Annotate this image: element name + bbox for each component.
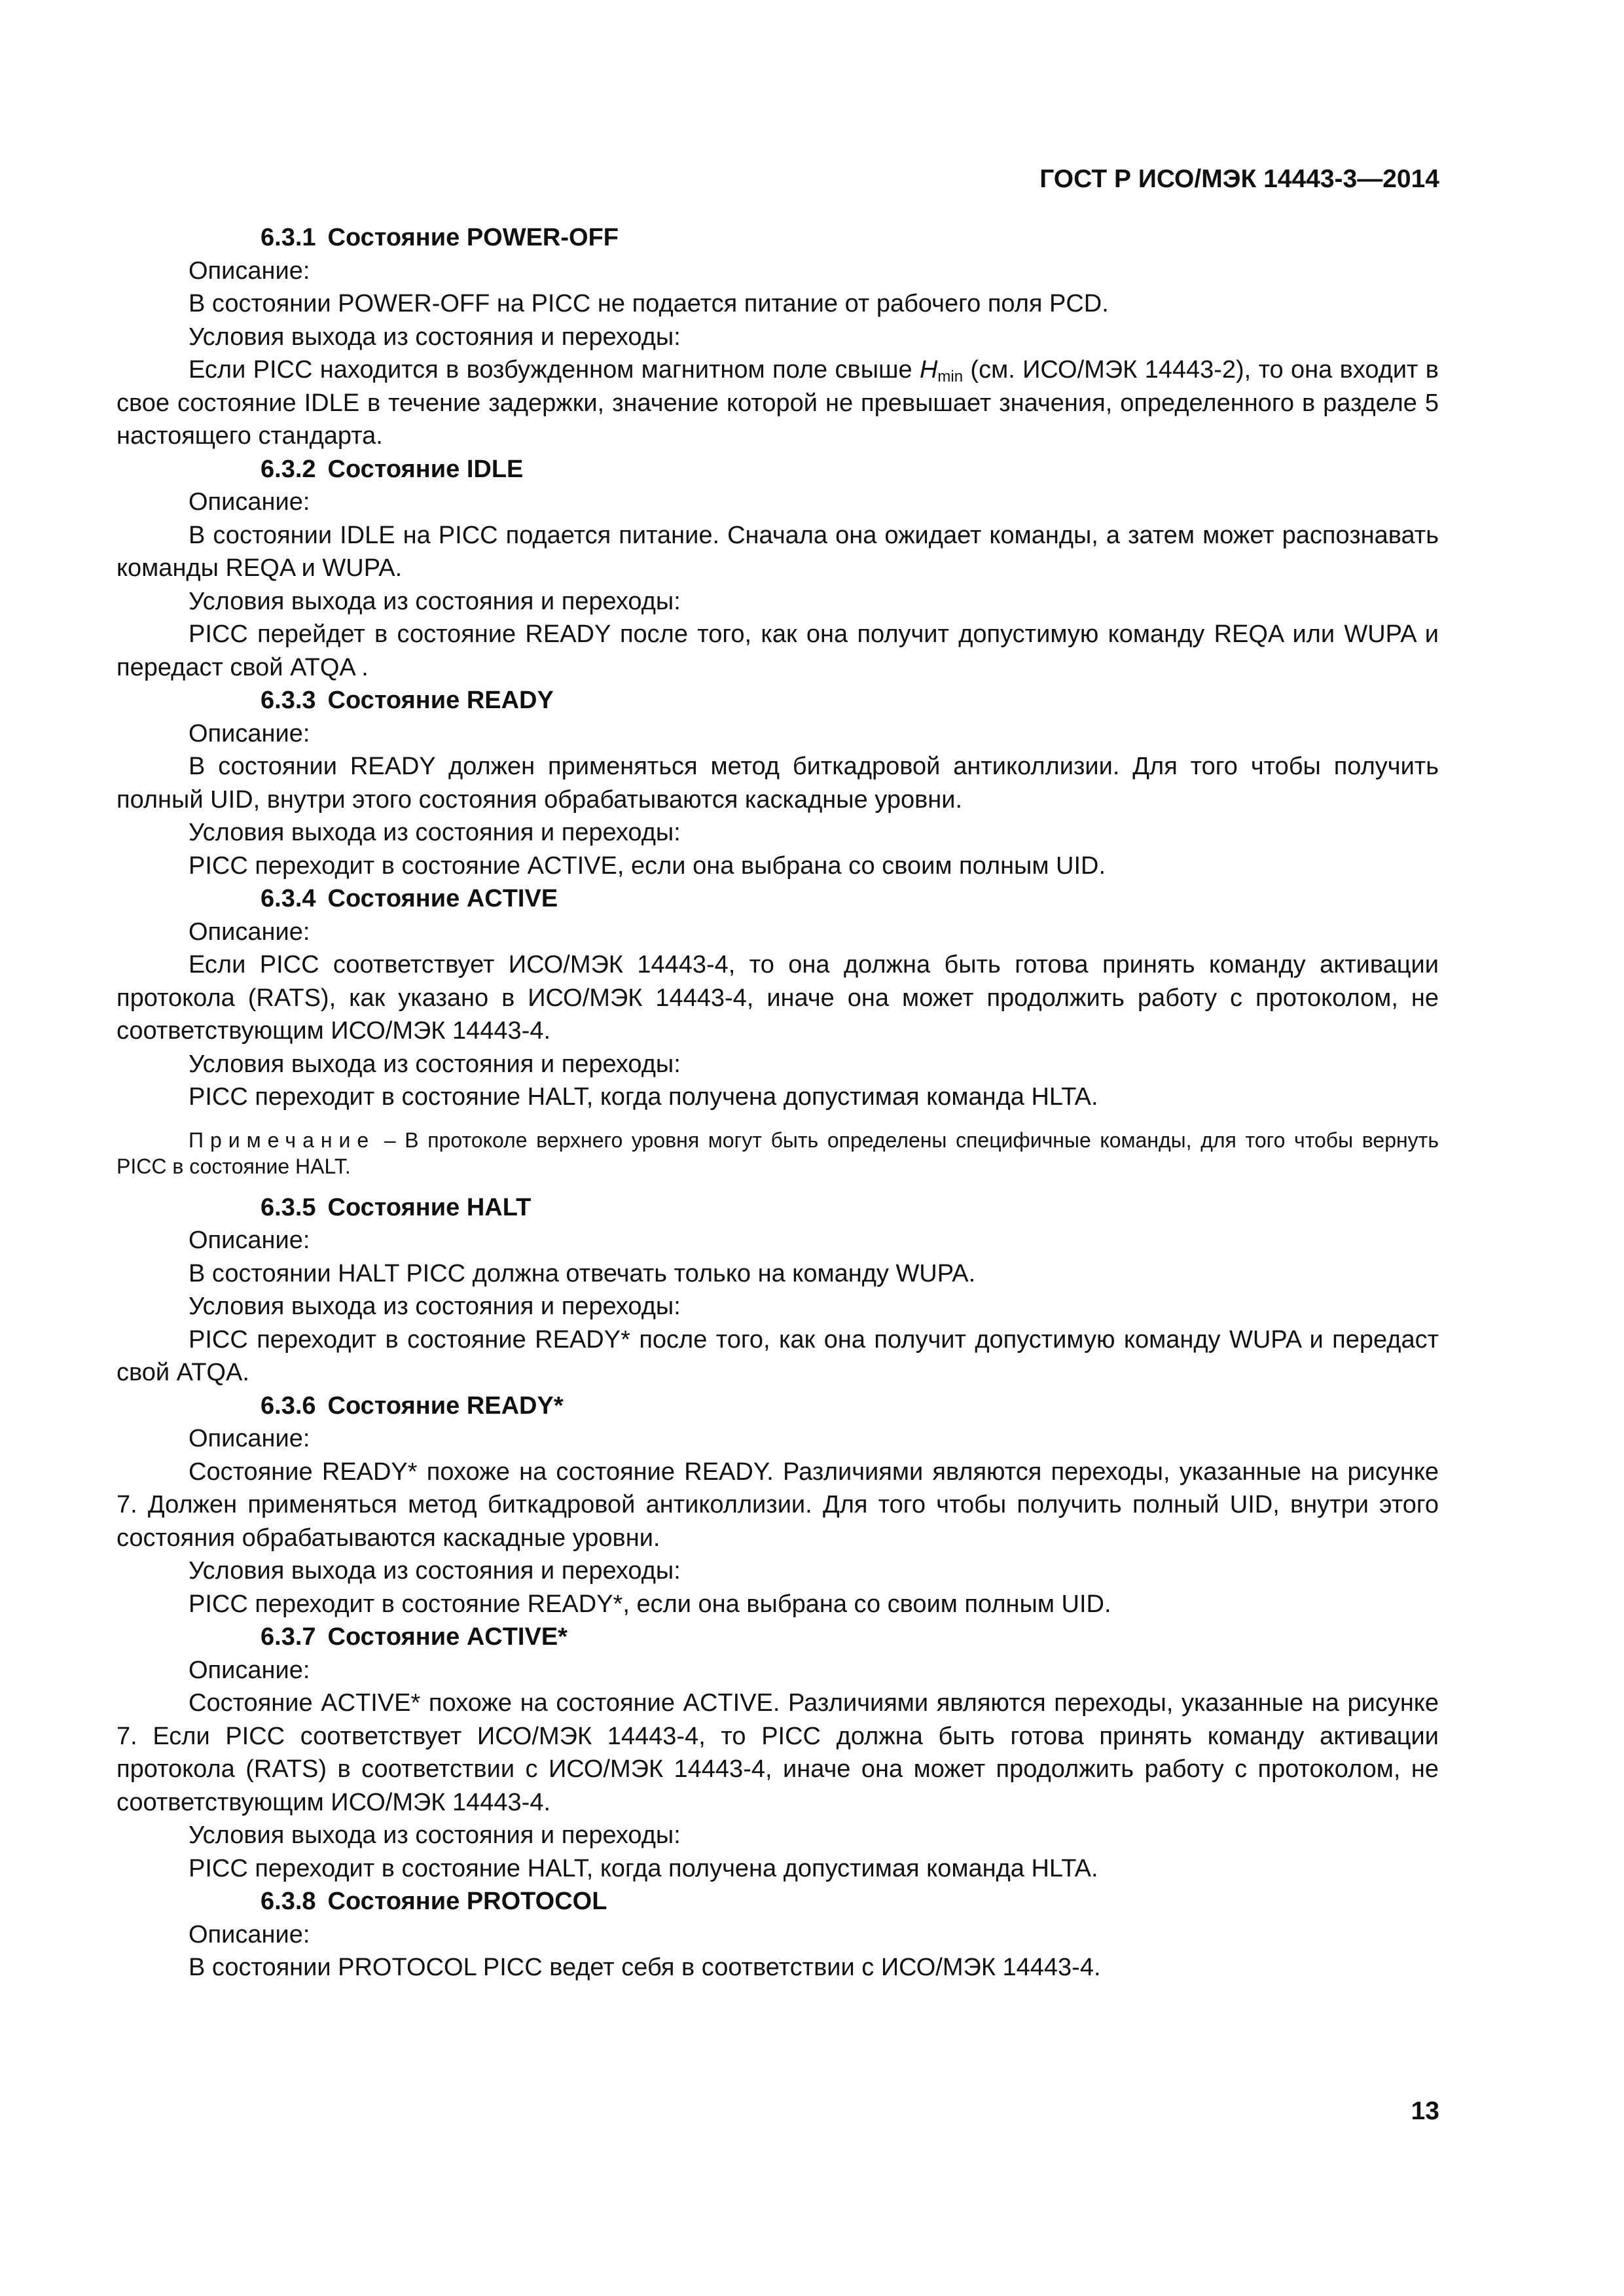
section-heading-6-3-2 (117, 453, 1439, 486)
section-heading-6-3-4 (117, 882, 1439, 916)
description-label: Описание: (189, 918, 310, 946)
description-text: Если PICC соответствует ИСО/МЭК 14443-4, то она должна быть готова принять команду активации протокола (RATS), как указано в ИСО/МЭК 14443-4, иначе она может продолжить работу с протоколом, не соответствующим ИСО/МЭК 14443-4. (117, 951, 1439, 1045)
section-title: Состояние ACTIVE (327, 885, 558, 912)
note (117, 1127, 1439, 1179)
section-number: 6.3.4 (261, 885, 316, 912)
section-number: 6.3.2 (261, 455, 316, 483)
description-text: Состояние ACTIVE* похоже на состояние ACTIVE. Различиями являются переходы, указанные на рисунке 7. Если PICC соответствует ИСО/МЭК 14443-4, то PICC должна быть готова принять команду активации протокола (RATS) в соответствии с ИСО/МЭК 14443-4, иначе она может продолжить работу с протоколом, не соответствующим ИСО/МЭК 14443-4. (117, 1689, 1439, 1816)
description-label: Описание: (189, 1656, 310, 1684)
exit-text-part-b: (см. ИСО/МЭК 14443-2), то она входит в свое состояние IDLE в течение задержки, значение которой не превышает значения, определенного в разделе 5 настоящего стандарта. (117, 356, 1439, 450)
section-title: Состояние IDLE (327, 455, 524, 483)
h-min-symbol: H (919, 356, 938, 384)
document-body (117, 221, 1439, 1984)
section-number: 6.3.3 (261, 687, 316, 714)
description-text: В состоянии IDLE на PICC подается питание. Сначала она ожидает команды, а затем может распознавать команды REQA и WUPA. (117, 521, 1439, 582)
section-number: 6.3.5 (261, 1193, 316, 1221)
section-heading-6-3-1 (117, 221, 1439, 255)
exit-conditions-text: PICC переходит в состояние READY*, если она выбрана со своим полным UID. (189, 1590, 1111, 1618)
description-label: Описание: (189, 1227, 310, 1254)
section-heading-6-3-7 (117, 1621, 1439, 1654)
section-heading-6-3-6 (117, 1390, 1439, 1423)
description-text: В состоянии POWER-OFF на PICC не подается питание от рабочего поля PCD. (189, 290, 1109, 317)
description-label: Описание: (189, 1920, 310, 1948)
section-title: Состояние PROTOCOL (327, 1888, 607, 1915)
section-title: Состояние READY* (327, 1391, 564, 1420)
description-text: В состоянии PROTOCOL PICC ведет себя в соответствии с ИСО/МЭК 14443-4. (189, 1954, 1101, 1981)
description-text: Состояние READY* похоже на состояние READY. Различиями являются переходы, указанные на рисунке 7. Должен применяться метод биткадровой антиколлизии. Для того чтобы получить полный UID, внутри этого состояния обрабатываются каскадные уровни. (117, 1458, 1439, 1552)
page-number: 13 (1411, 2097, 1439, 2125)
description-label: Описание: (189, 1425, 310, 1452)
note-text: – В протоколе верхнего уровня могут быть определены специфичные команды, для того чтобы вернуть PICC в состояние HALT. (117, 1128, 1439, 1178)
description-label: Описание: (189, 257, 310, 285)
document-header: ГОСТ Р ИСО/МЭК 14443-3—2014 (1039, 165, 1439, 193)
exit-conditions-label: Условия выхода из состояния и переходы: (189, 587, 681, 615)
section-title: Состояние READY (327, 687, 554, 714)
section-heading-6-3-8 (117, 1885, 1439, 1918)
exit-conditions-text: PICC перейдет в состояние READY после того, как она получит допустимую команду REQA или WUPA и передаст свой ATQA . (117, 620, 1439, 681)
section-title: Состояние HALT (327, 1193, 532, 1221)
section-number: 6.3.1 (261, 224, 316, 251)
exit-text-part-a: Если PICC находится в возбужденном магнитном поле свыше (189, 356, 920, 384)
exit-conditions-text (117, 353, 1439, 453)
section-heading-6-3-5 (117, 1191, 1439, 1225)
section-title: Состояние ACTIVE* (327, 1623, 568, 1651)
description-label: Описание: (189, 719, 310, 747)
section-number: 6.3.7 (261, 1623, 316, 1651)
section-heading-6-3-3 (117, 684, 1439, 717)
section-number: 6.3.6 (261, 1391, 316, 1420)
exit-conditions-label: Условия выхода из состояния и переходы: (189, 1293, 681, 1320)
description-text: В состоянии HALT PICC должна отвечать только на команду WUPA. (189, 1259, 976, 1287)
section-number: 6.3.8 (261, 1888, 316, 1915)
exit-conditions-label: Условия выхода из состояния и переходы: (189, 1050, 681, 1078)
section-title: Состояние POWER-OFF (327, 224, 619, 251)
description-label: Описание: (189, 488, 310, 516)
h-min-subscript: min (937, 368, 964, 386)
exit-conditions-label: Условия выхода из состояния и переходы: (189, 1557, 681, 1585)
exit-conditions-text: PICC переходит в состояние HALT, когда получена допустимая команда HLTA. (189, 1083, 1098, 1111)
note-lead: Примечание (189, 1128, 376, 1152)
description-text: В состоянии READY должен применяться метод биткадровой антиколлизии. Для того чтобы получить полный UID, внутри этого состояния обрабатываются каскадные уровни. (117, 753, 1439, 814)
exit-conditions-label: Условия выхода из состояния и переходы: (189, 1821, 681, 1849)
exit-conditions-text: PICC переходит в состояние ACTIVE, если она выбрана со своим полным UID. (189, 852, 1106, 880)
exit-conditions-text: PICC переходит в состояние READY* после того, как она получит допустимую команду WUPA и передаст свой ATQA. (117, 1325, 1439, 1386)
exit-conditions-label: Условия выхода из состояния и переходы: (189, 819, 681, 846)
exit-conditions-text: PICC переходит в состояние HALT, когда получена допустимая команда HLTA. (189, 1854, 1098, 1882)
exit-conditions-label: Условия выхода из состояния и переходы: (189, 323, 681, 351)
